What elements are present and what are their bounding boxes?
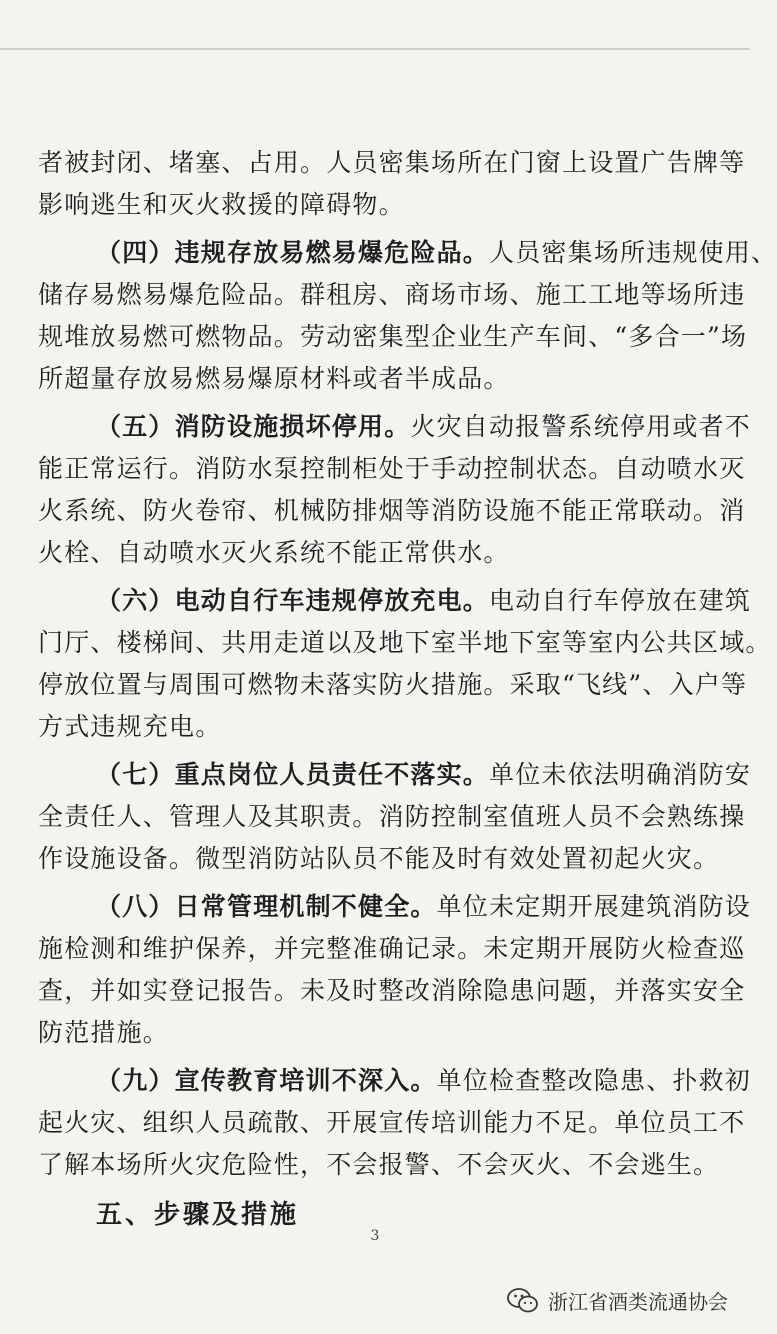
- text-line: [38, 142, 746, 184]
- line-text: 施检测和维护保养，并完整准确记录。未定期开展防火检查巡: [38, 934, 746, 963]
- line-text: 影响逃生和灭火救援的障碍物。: [38, 190, 405, 219]
- item-heading: （六）电动自行车违规停放充电。: [96, 586, 490, 615]
- paragraph-first-line: [38, 1060, 752, 1102]
- item-heading: （七）重点岗位人员责任不落实。: [96, 760, 490, 789]
- section-heading: 五、步骤及措施: [96, 1200, 300, 1230]
- page-top-edge: [0, 48, 750, 50]
- text-line: [38, 928, 746, 970]
- line-text: 单位检查整改隐患、扑救初: [436, 1066, 752, 1095]
- text-line: [38, 448, 746, 490]
- wechat-icon: [506, 1287, 540, 1315]
- paragraph-first-line: [38, 754, 752, 796]
- line-text: 火灾自动报警系统停用或者不: [410, 412, 752, 441]
- line-text: 停放位置与周围可燃物未落实防火措施。采取“飞线”、入户等: [38, 670, 748, 699]
- line-text: 方式违规充电。: [38, 712, 222, 741]
- paragraph-first-line: [38, 580, 752, 622]
- text-line: [38, 796, 746, 838]
- paragraph-first-line: [38, 886, 752, 928]
- text-line: [38, 274, 746, 316]
- line-text: 作设施设备。微型消防站队员不能及时有效处置初起火灾。: [38, 844, 720, 873]
- item-heading: （九）宣传教育培训不深入。: [96, 1066, 437, 1095]
- line-text: 起火灾、组织人员疏散、开展宣传培训能力不足。单位员工不: [38, 1108, 746, 1137]
- text-line: [38, 970, 746, 1012]
- text-line: [38, 664, 748, 706]
- line-text: 全责任人、管理人及其职责。消防控制室值班人员不会熟练操: [38, 802, 746, 831]
- line-text: 者被封闭、堵塞、占用。人员密集场所在门窗上设置广告牌等: [38, 148, 746, 177]
- line-text: 电动自行车停放在建筑: [489, 586, 752, 615]
- account-watermark: [506, 1286, 728, 1315]
- line-text: 防范措施。: [38, 1018, 170, 1047]
- text-line: [38, 838, 718, 880]
- text-line: [38, 1012, 718, 1054]
- line-text: 了解本场所火灾危险性，不会报警、不会灭火、不会逃生。: [38, 1150, 720, 1179]
- item-heading: （四）违规存放易燃易爆危险品。: [96, 238, 490, 267]
- text-line: [38, 532, 718, 574]
- text-line: [38, 622, 772, 664]
- text-line: [38, 184, 718, 226]
- line-text: 门厅、楼梯间、共用走道以及地下室半地下室等室内公共区域。: [38, 628, 772, 657]
- paragraph-first-line: [38, 406, 752, 448]
- text-line: [38, 316, 748, 358]
- paragraph-first-line: [38, 232, 777, 274]
- line-text: 规堆放易燃可燃物品。劳动密集型企业生产车间、“多合一”场: [38, 322, 748, 351]
- line-text: 火系统、防火卷帘、机械防排烟等消防设施不能正常联动。消: [38, 496, 746, 525]
- text-line: [38, 1102, 746, 1144]
- line-text: 查，并如实登记报告。未及时整改消除隐患问题，并落实安全: [38, 976, 746, 1005]
- text-line: [38, 490, 746, 532]
- watermark-text: 浙江省酒类流通协会: [548, 1290, 728, 1314]
- line-text: 单位未定期开展建筑消防设: [436, 892, 752, 921]
- text-line: [38, 706, 718, 748]
- text-line: [38, 1144, 718, 1186]
- line-text: 能正常运行。消防水泵控制柜处于手动控制状态。自动喷水灭: [38, 454, 746, 483]
- page-number: 3: [370, 1228, 380, 1244]
- item-heading: （八）日常管理机制不健全。: [96, 892, 437, 921]
- line-text: 火栓、自动喷水灭火系统不能正常供水。: [38, 538, 510, 567]
- document-body: [38, 142, 777, 1186]
- line-text: 储存易燃易爆危险品。群租房、商场市场、施工工地等场所违: [38, 280, 746, 309]
- line-text: 单位未依法明确消防安: [489, 760, 752, 789]
- line-text: 所超量存放易燃易爆原材料或者半成品。: [38, 364, 510, 393]
- text-line: [38, 358, 718, 400]
- item-heading: （五）消防设施损坏停用。: [96, 412, 411, 441]
- line-text: 人员密集场所违规使用、: [489, 238, 777, 267]
